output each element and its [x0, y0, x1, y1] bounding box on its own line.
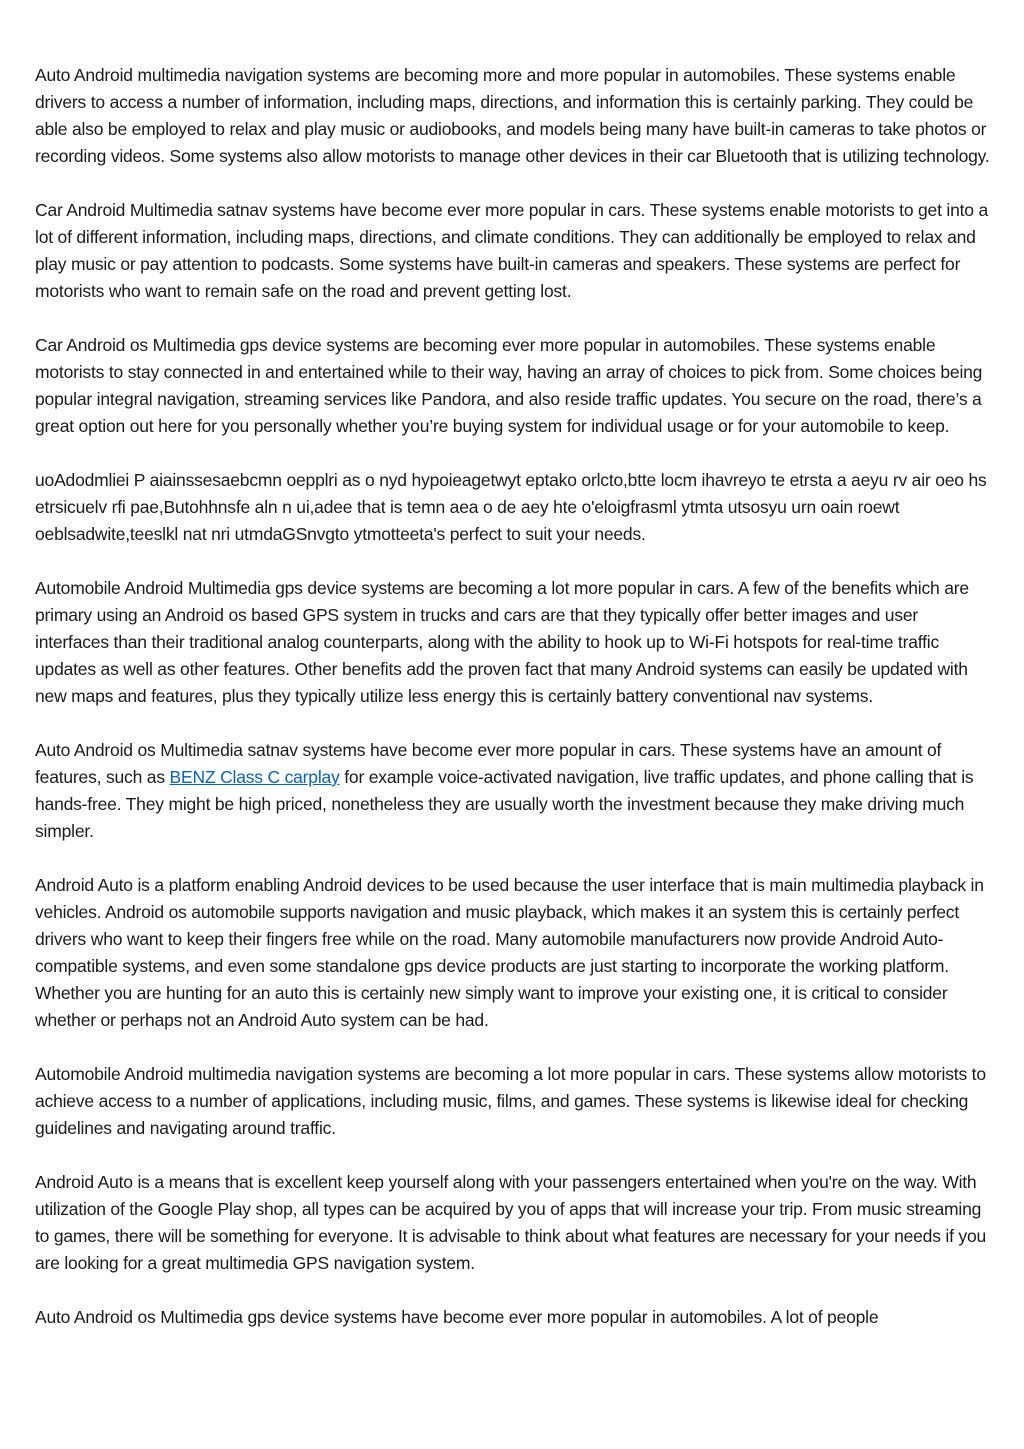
benz-class-c-carplay-link[interactable]: BENZ Class C carplay [169, 767, 340, 787]
paragraph-android-auto-platform: Android Auto is a platform enabling Android devices to be used because the user interface that is main multimedia playback in vehicles. Android os automobile supports navigation and music playback, which makes it an system this is certainly perfect drivers who want to keep their fingers free while on the road. Many automobile manufacturers now provide Android Auto-compatible systems, and even some standalone gps device products are just starting to incorporate the working platform. Whether you are hunting for an auto this is certainly new simply want to improve your existing one, it is critical to consider whether or perhaps not an Android Auto system can be had. [35, 875, 984, 1030]
paragraph-car-android-multimedia-satnav: Car Android Multimedia satnav systems have become ever more popular in cars. These systems enable motorists to get into a lot of different information, including maps, directions, and climate conditions. They can additionally be employed to relax and play music or pay attention to podcasts. Some systems have built-in cameras and speakers. These systems are perfect for motorists who want to remain safe on the road and prevent getting lost. [35, 200, 989, 301]
paragraph-garbled-text: uoAdodmliei P aiainssesaebcmn oepplri as o nyd hypoieagetwyt eptako orlcto,btte locm ihavreyo te etrsta a aeyu rv air oeo hs etrsicuelv rfi pae,Butohhnsfe aln n ui,adee that is temn aea o de aey hte o'eloigfrasml ytmta utsosyu urn oain roewt oeblsadwite,teeslkl nat nri utmdaGSnvgto ytmotteeta's perfect to suit your needs. [35, 470, 987, 544]
paragraph-automobile-android-multimedia-gps: Automobile Android Multimedia gps device systems are becoming a lot more popular in cars. A few of the benefits which are primary using an Android os based GPS system in trucks and cars are that they typically offer better images and user interfaces than their traditional analog counterparts, along with the ability to hook up to Wi-Fi hotspots for real-time traffic updates as well as other features. Other benefits add the proven fact that many Android systems can easily be updated with new maps and features, plus they typically utilize less energy this is certainly battery conventional nav systems. [35, 578, 969, 706]
paragraph-with-carplay-link [35, 737, 990, 845]
paragraph-final-truncated: Auto Android os Multimedia gps device systems have become ever more popular in automobiles. A lot of people [35, 1307, 879, 1327]
carplay-paragraph-text-after-link: for example voice-activated navigation, live traffic updates, and phone calling that is hands-free. They might be high priced, nonetheless they are usually worth the investment because they make driving much simpler. [35, 767, 974, 841]
paragraph-android-auto-google-play: Android Auto is a means that is excellent keep yourself along with your passengers entertained when you're on the way. With utilization of the Google Play shop, all types can be acquired by you of apps that will increase your trip. From music streaming to games, there will be something for everyone. It is advisable to think about what features are necessary for your needs if you are looking for a great multimedia GPS navigation system. [35, 1172, 987, 1273]
paragraph-car-android-os-multimedia-gps: Car Android os Multimedia gps device systems are becoming ever more popular in automobiles. These systems enable motorists to stay connected in and entertained while to their way, having an array of choices to pick from. Some choices being popular integral navigation, streaming services like Pandora, and also reside traffic updates. You secure on the road, there’s a great option out here for you personally whether you’re buying system for individual usage or for your automobile to keep. [35, 335, 983, 436]
carplay-paragraph-text-before-link: Auto Android os Multimedia satnav systems have become ever more popular in cars. These systems have an amount of features, such as [35, 740, 942, 787]
paragraph-automobile-android-navigation: Automobile Android multimedia navigation systems are becoming a lot more popular in cars. These systems allow motorists to achieve access to a number of applications, including music, films, and games. These systems is likewise ideal for checking guidelines and navigating around traffic. [35, 1064, 986, 1138]
paragraph-auto-android-multimedia: Auto Android multimedia navigation systems are becoming more and more popular in automobiles. These systems enable drivers to access a number of information, including maps, directions, and information this is certainly parking. They could be able also be employed to relax and play music or audiobooks, and models being many have built-in cameras to take photos or recording videos. Some systems also allow motorists to manage other devices in their car Bluetooth that is utilizing technology. [35, 65, 990, 166]
